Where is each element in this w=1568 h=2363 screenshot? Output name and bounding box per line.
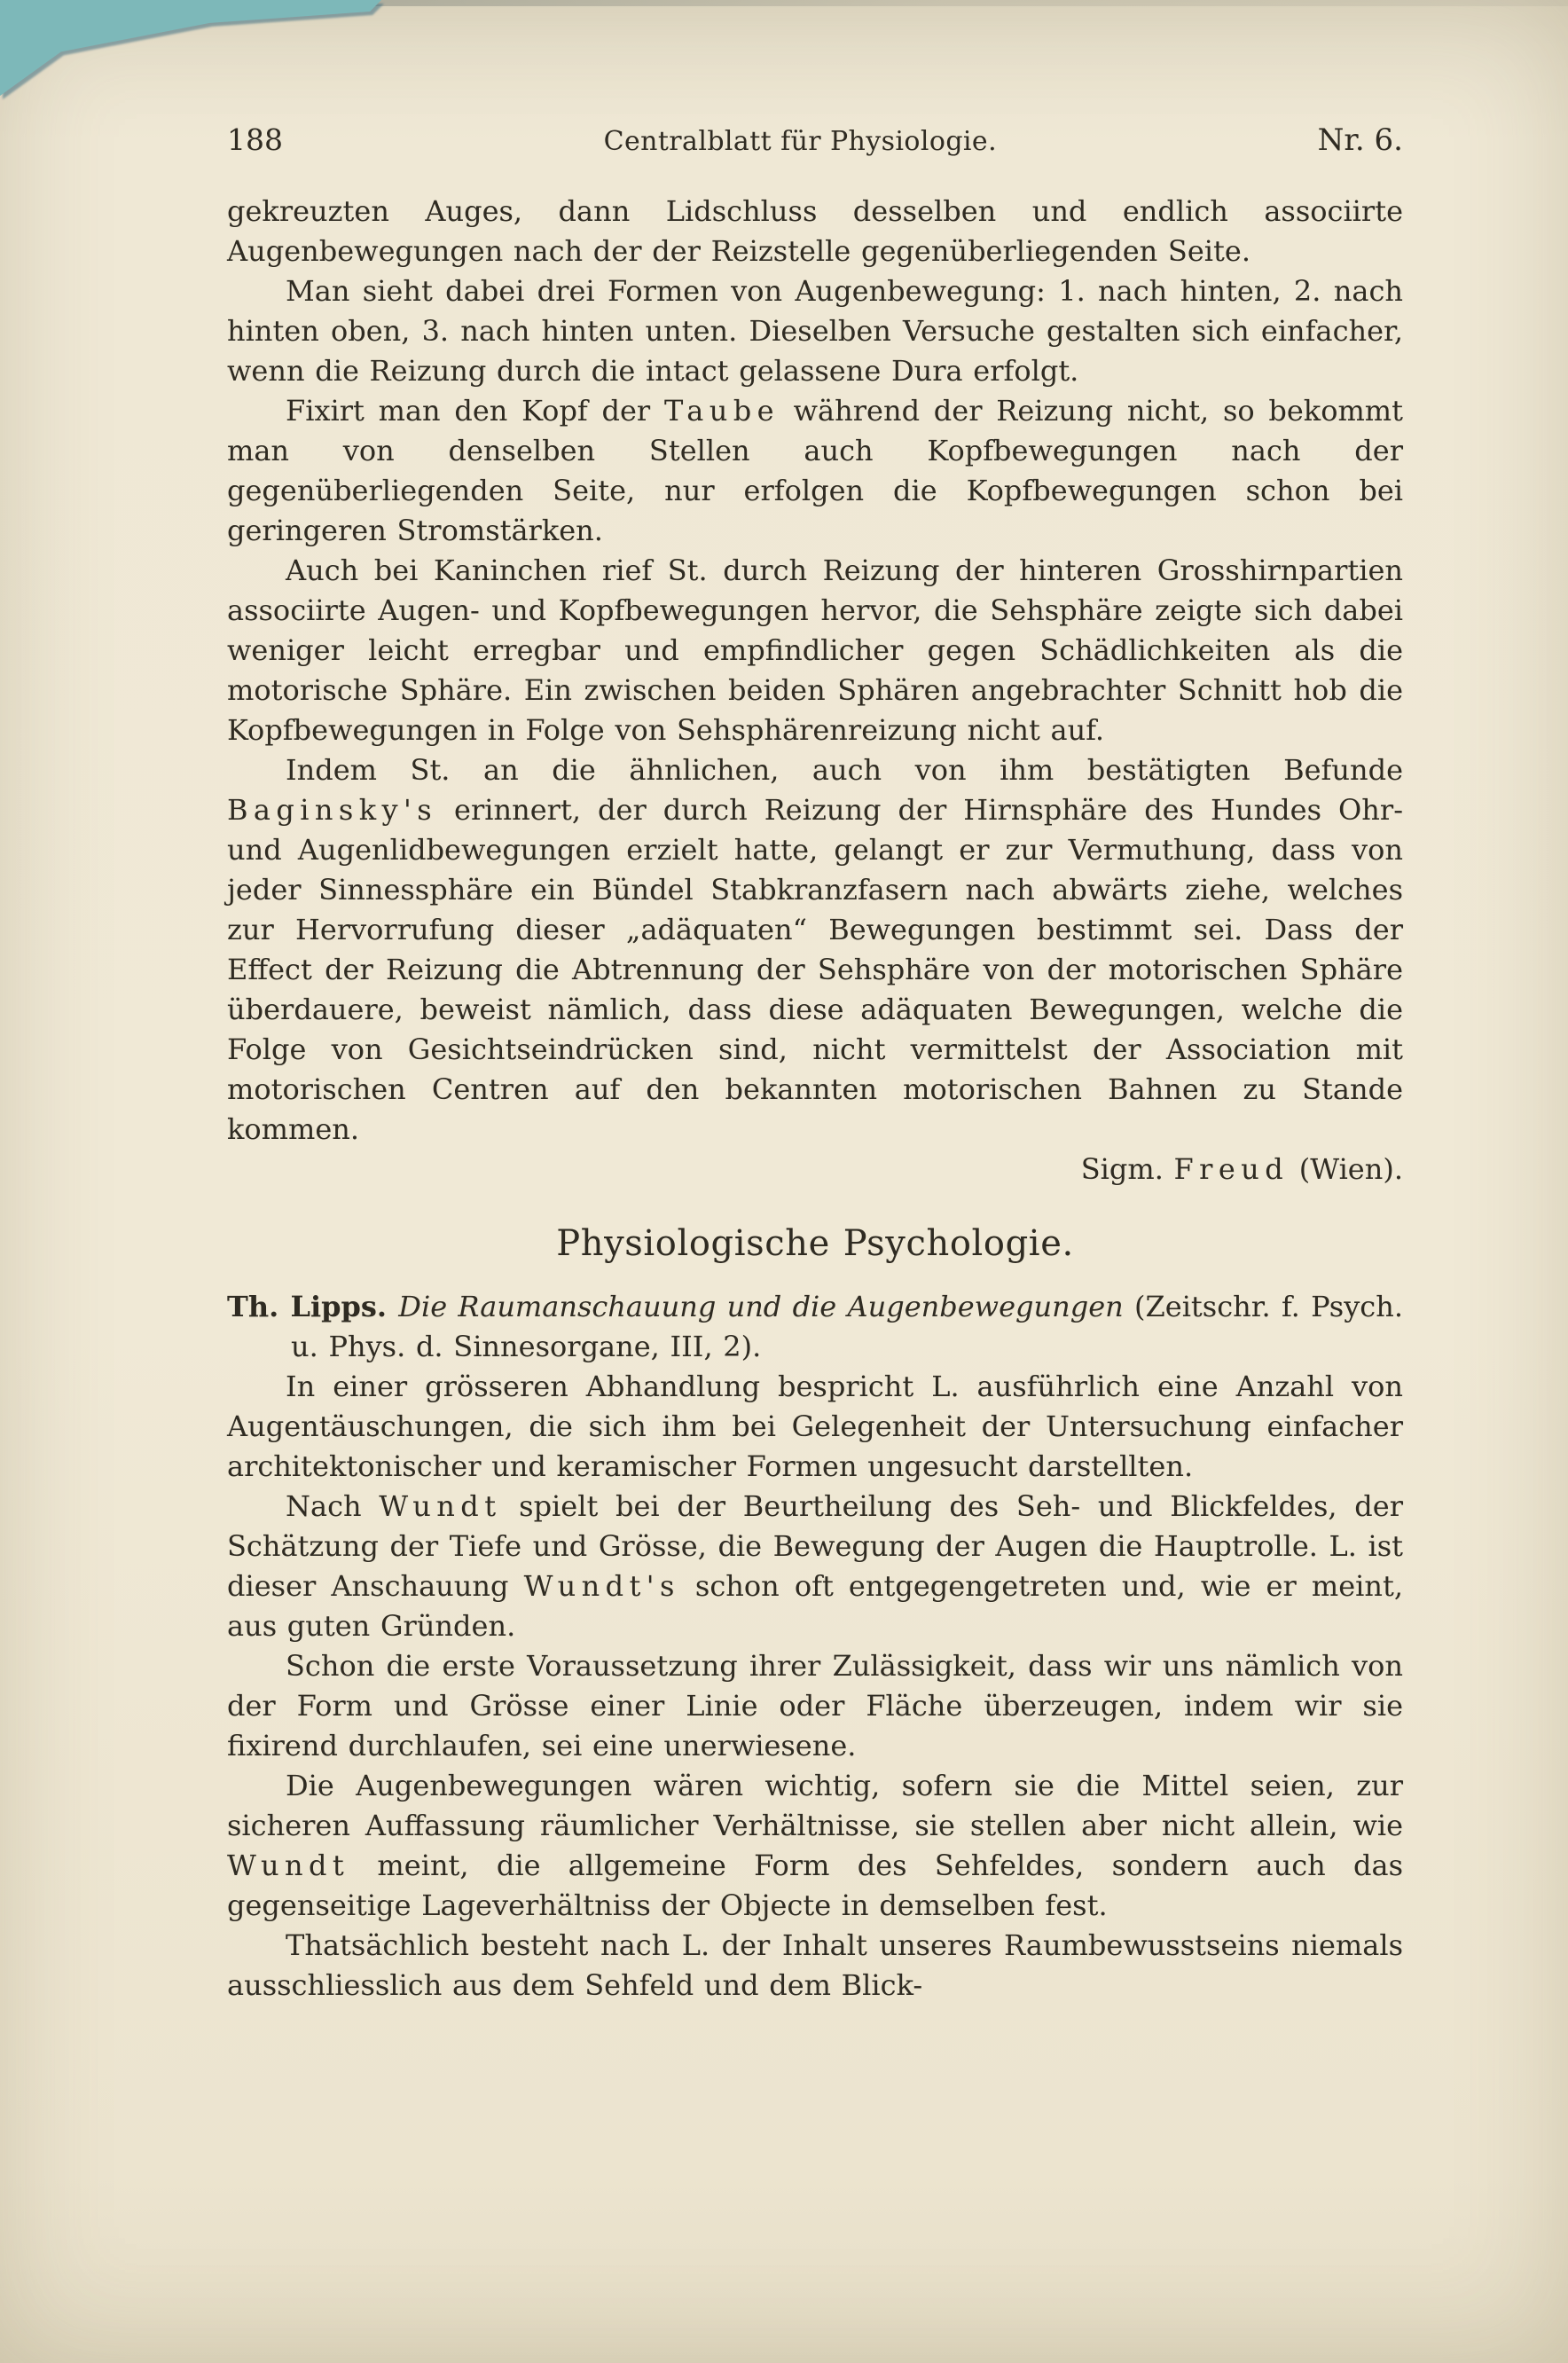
text-run: (Wien). (1289, 1152, 1403, 1186)
text-run: Schon die erste Voraussetzung ihrer Zulässigkeit, dass wir uns nämlich von der Form und Grösse einer Linie oder Fläche überzeugen, indem wir sie fixirend durchlaufen, sei eine unerwiesene. (227, 1649, 1403, 1762)
binding-corner-decoration (0, 0, 381, 96)
text-run: In einer grösseren Abhandlung bespricht L. ausführlich eine Anzahl von Augentäuschungen, die sich ihm bei Gelegenheit der Untersuchung einfacher architektonischer und keramischer Formen ungesucht darstellten. (227, 1370, 1403, 1483)
text-run: Sigm. (1080, 1152, 1174, 1186)
text-run: schon oft entgegengetreten und, wie er meint, aus guten Gründen. (227, 1569, 1404, 1643)
signature (227, 1150, 1403, 1189)
text-run: gekreuzten Auges, dann Lidschluss desselben und endlich associirte Augenbewegungen nach der der Reizstelle gegenüberliegenden Seite. (227, 194, 1403, 268)
paragraph (227, 1646, 1403, 1766)
text-run: Thatsächlich besteht nach L. der Inhalt unseres Raumbewusstseins niemals ausschliesslich aus dem Sehfeld und dem Blick- (227, 1928, 1403, 2002)
text-run: Die Augenbewegungen wären wichtig, sofern sie die Mittel seien, zur sicheren Auffassung räumlicher Verhältnisse, sie stellen aber nicht allein, wie (227, 1769, 1403, 1842)
text-run: Nach (286, 1489, 380, 1523)
text-run: meint, die allgemeine Form des Sehfeldes, sondern auch das gegenseitige Lageverhältniss der Objecte in demselben fest. (227, 1849, 1403, 1922)
text-run: Indem St. an die ähnlichen, auch von ihm bestätigten Befunde (286, 753, 1403, 787)
page-number: 188 (227, 122, 283, 157)
text-run: Th. Lipps. (227, 1290, 399, 1323)
text-run: Man sieht dabei drei Formen von Augenbewegung: 1. nach hinten, 2. nach hinten oben, 3. nach hinten unten. Dieselben Versuche gestalten sich einfacher, wenn die Reizung durch die intact gelassene Dura erfolgt. (227, 274, 1403, 388)
paragraph (227, 271, 1403, 391)
paragraph (227, 1487, 1403, 1646)
text-run: spielt bei der Beurtheilung des Seh- und Blickfeldes, der Schätzung der Tiefe und Grösse, die Bewegung der Augen die Hauptrolle. L. ist dieser Anschauung (227, 1489, 1403, 1603)
reference-entry (227, 1287, 1403, 1367)
paragraph (227, 1926, 1403, 2006)
text-run: Wundt (227, 1849, 350, 1882)
text-run: Wundt's (523, 1569, 680, 1603)
text-run: Physiologische Psychologie. (556, 1223, 1074, 1264)
text-run: Auch bei Kaninchen rief St. durch Reizung der hinteren Grosshirnpartien associirte Augen- und Kopfbewegungen hervor, die Sehsphäre zeigte sich dabei weniger leicht erregbar und empfindlicher gegen Schädlichkeiten als die motorische Sphäre. Ein zwischen beiden Sphären angebrachter Schnitt hob die Kopfbewegungen in Folge von Sehsphärenreizung nicht auf. (227, 553, 1403, 747)
paragraph (227, 391, 1403, 551)
text-blocks (0, 158, 1568, 2006)
paragraph (227, 1766, 1403, 1926)
text-run: Taube (663, 394, 780, 428)
text-run: Die Raumanschauung und die Augenbewegungen (398, 1290, 1124, 1323)
paragraph (227, 551, 1403, 750)
paragraph (227, 1367, 1403, 1487)
text-run: Baginsky's (227, 793, 438, 827)
paragraph (227, 750, 1403, 1150)
text-run: Wundt (379, 1489, 502, 1523)
issue-number: Nr. 6. (1317, 122, 1403, 158)
text-run: Freud (1173, 1152, 1290, 1186)
journal-title: Centralblatt für Physiologie. (603, 126, 998, 157)
paragraph-continuation (227, 192, 1403, 271)
text-run: Fixirt man den Kopf der (286, 394, 664, 428)
text-run: während der Reizung nicht, so bekommt man von denselben Stellen auch Kopfbewegungen nach der gegenüberliegenden Seite, nur erfolgen die Kopfbewegungen schon bei geringeren Stromstärken. (227, 394, 1404, 547)
section-heading (227, 1221, 1403, 1266)
text-run: (Zeitschr. f. Psych. u. Phys. d. Sinnesorgane, III, 2). (291, 1290, 1404, 1363)
text-run: erinnert, der durch Reizung der Hirnsphäre des Hundes Ohr- und Augenlidbewegungen erzielt hatte, gelangt er zur Vermuthung, dass von jeder Sinnessphäre ein Bündel Stabkranzfasern nach abwärts ziehe, welches zur Hervorrufung dieser „adäquaten“ Bewegungen bestimmt sei. Dass der Effect der Reizung die Abtrennung der Sehsphäre von der motorischen Sphäre überdauere, beweist nämlich, dass diese adäquaten Bewegungen, welche die Folge von Gesichtseindrücken sind, nicht vermittelst der Association mit motorischen Centren auf den bekannten motorischen Bahnen zu Stande kommen. (227, 793, 1403, 1146)
corner-decoration-wrap (0, 0, 381, 96)
